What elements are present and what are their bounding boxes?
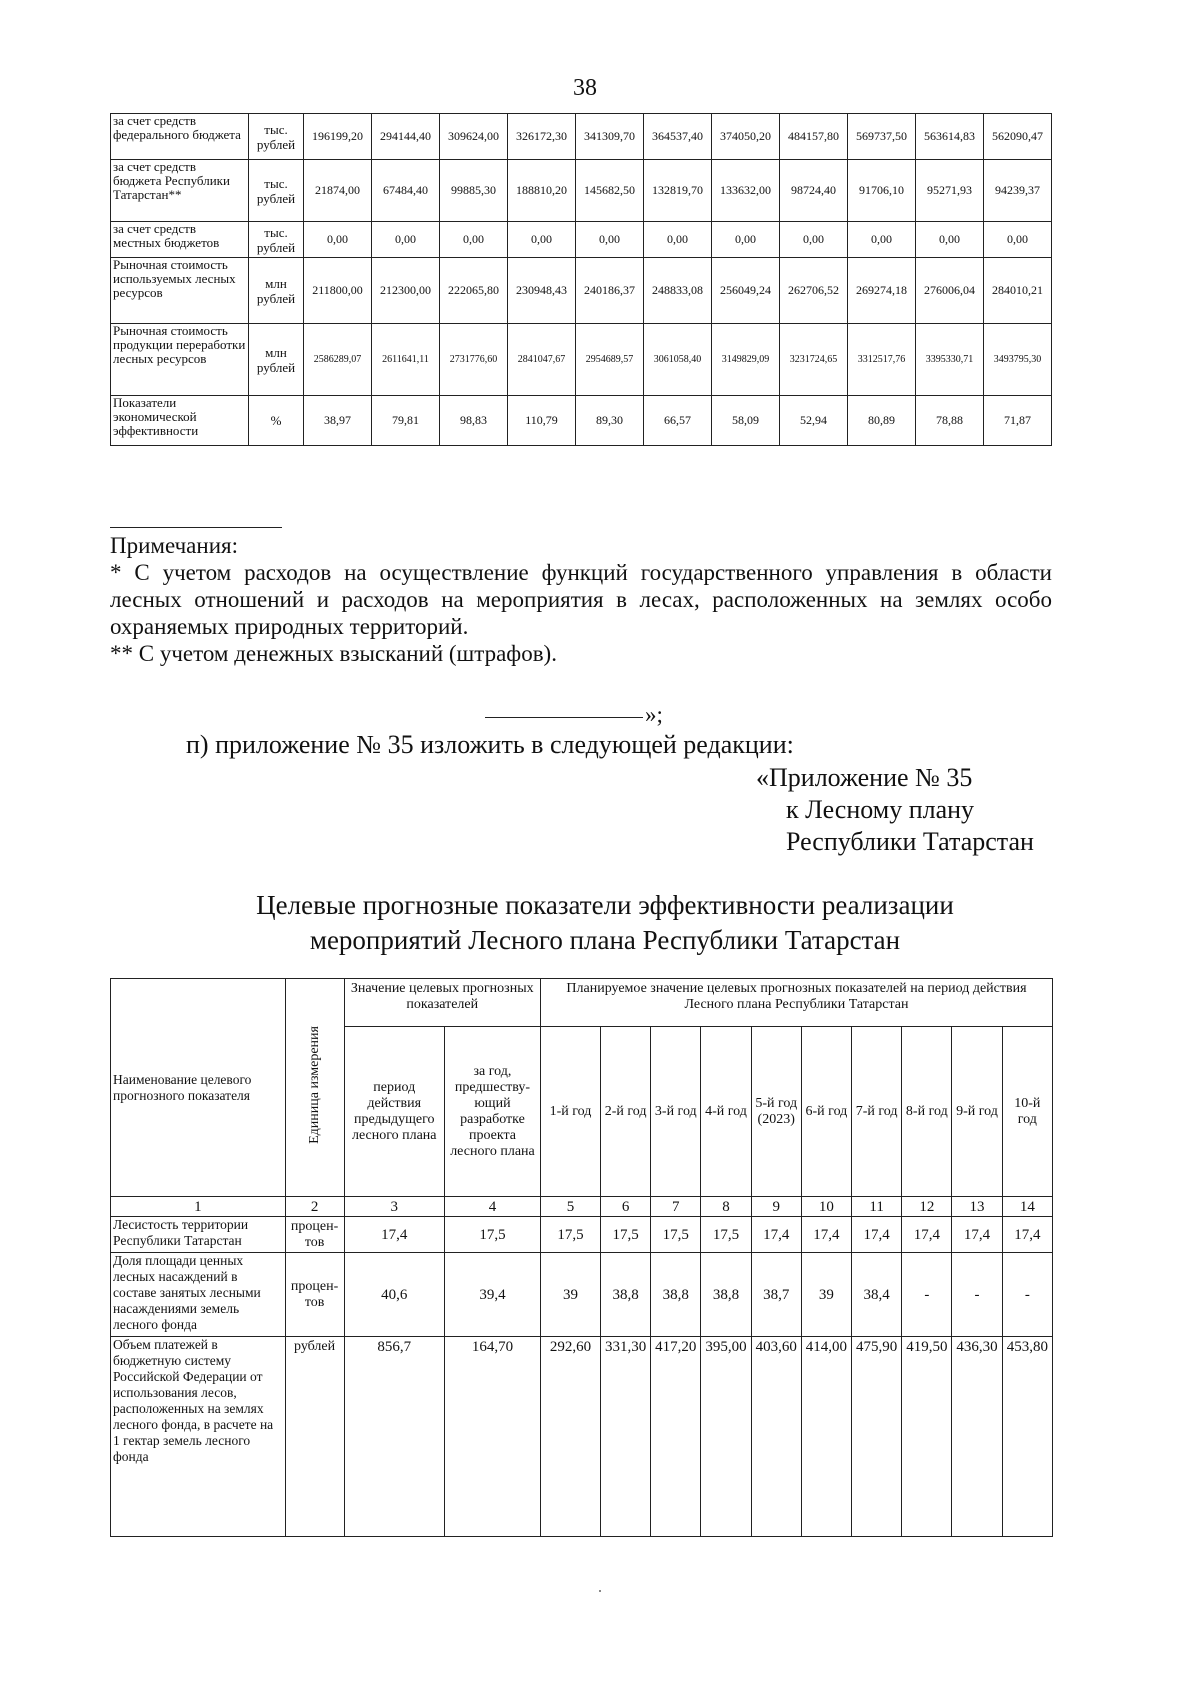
row-name: Доля площади ценных лесных насаждений в составе занятых лесными насаждениями земель лесного фонда [111, 1253, 286, 1337]
column-index: 14 [1002, 1197, 1052, 1217]
table-cell: 3149829,09 [712, 324, 780, 396]
table-cell: 0,00 [848, 222, 916, 258]
table-cell: - [902, 1253, 952, 1337]
table-cell: 309624,00 [440, 114, 508, 160]
table-cell: 17,4 [952, 1217, 1002, 1253]
appendix-line-2: к Лесному плану [786, 795, 975, 824]
table-cell: 0,00 [508, 222, 576, 258]
header-year-prev: за год, предшеству-ющий разработке проекта лесного плана [444, 1027, 540, 1197]
table-cell: 2586289,07 [304, 324, 372, 396]
table-cell: 374050,20 [712, 114, 780, 160]
close-quote [485, 702, 663, 728]
row-name: Рыночная стоимость используемых лесных ресурсов [111, 258, 249, 324]
table-cell: 91706,10 [848, 160, 916, 222]
table-cell: 196199,20 [304, 114, 372, 160]
table-cell: 67484,40 [372, 160, 440, 222]
table-cell: 212300,00 [372, 258, 440, 324]
table-cell: 17,4 [852, 1217, 902, 1253]
appendix-line-1: «Приложение № 35 [756, 763, 973, 792]
table-row [111, 160, 1052, 222]
table-cell: 58,09 [712, 396, 780, 446]
table-cell: 2731776,60 [440, 324, 508, 396]
row-name: за счет средств федерального бюджета [111, 114, 249, 160]
table-cell: 0,00 [712, 222, 780, 258]
table-cell: 2841047,67 [508, 324, 576, 396]
table-cell: 0,00 [916, 222, 984, 258]
table-cell: 248833,08 [644, 258, 712, 324]
row-name: Лесистость территории Республики Татарстан [111, 1217, 286, 1253]
table-cell: 0,00 [440, 222, 508, 258]
table-cell: 133632,00 [712, 160, 780, 222]
header-year: 1-й год [540, 1027, 600, 1197]
table-cell: 71,87 [984, 396, 1052, 446]
table-cell: 17,5 [540, 1217, 600, 1253]
table-cell: 0,00 [304, 222, 372, 258]
table-cell: 262706,52 [780, 258, 848, 324]
row-name: Показатели экономической эффективности [111, 396, 249, 446]
table-cell: 0,00 [780, 222, 848, 258]
close-quote-line [485, 717, 643, 718]
row-unit: процен-тов [285, 1217, 344, 1253]
table-cell: 395,00 [701, 1337, 751, 1537]
main-title-line-2: мероприятий Лесного плана Республики Татарстан [309, 925, 901, 955]
table-cell: 403,60 [751, 1337, 801, 1537]
table-cell: 0,00 [644, 222, 712, 258]
table-cell: 17,5 [651, 1217, 701, 1253]
table-cell: 326172,30 [508, 114, 576, 160]
column-index: 3 [344, 1197, 444, 1217]
table-cell: 39,4 [444, 1253, 540, 1337]
header-unit [285, 979, 344, 1197]
table-cell: 94239,37 [984, 160, 1052, 222]
table-cell: 17,4 [801, 1217, 851, 1253]
table-cell: 364537,40 [644, 114, 712, 160]
table-cell: 2954689,57 [576, 324, 644, 396]
table-cell: 3231724,65 [780, 324, 848, 396]
header-year: 2-й год [601, 1027, 651, 1197]
table-cell: 436,30 [952, 1337, 1002, 1537]
table-cell: 256049,24 [712, 258, 780, 324]
table-cell: 145682,50 [576, 160, 644, 222]
table-cell: 38,8 [651, 1253, 701, 1337]
header-year: 4-й год [701, 1027, 751, 1197]
column-index: 7 [651, 1197, 701, 1217]
table-cell: 269274,18 [848, 258, 916, 324]
table-cell: 211800,00 [304, 258, 372, 324]
table-cell: 2611641,11 [372, 324, 440, 396]
column-index: 5 [540, 1197, 600, 1217]
header-year: 7-й год [852, 1027, 902, 1197]
row-name: за счет средств местных бюджетов [111, 222, 249, 258]
column-index: 1 [111, 1197, 286, 1217]
table-cell: 562090,47 [984, 114, 1052, 160]
table-cell: 331,30 [601, 1337, 651, 1537]
column-index: 6 [601, 1197, 651, 1217]
table-cell: 95271,93 [916, 160, 984, 222]
table-cell: 17,4 [344, 1217, 444, 1253]
table-cell: 0,00 [984, 222, 1052, 258]
table-cell: 21874,00 [304, 160, 372, 222]
column-index: 8 [701, 1197, 751, 1217]
row-unit: тыс. рублей [249, 222, 304, 258]
table-cell: 3312517,76 [848, 324, 916, 396]
row-unit: процен-тов [285, 1253, 344, 1337]
table-row [111, 396, 1052, 446]
header-year: 3-й год [651, 1027, 701, 1197]
table-cell: 39 [801, 1253, 851, 1337]
indicators-table [110, 978, 1053, 1537]
table-cell: 0,00 [372, 222, 440, 258]
row-unit: млн рублей [249, 258, 304, 324]
table-cell: 17,5 [701, 1217, 751, 1253]
table-row [111, 222, 1052, 258]
table-cell: 98,83 [440, 396, 508, 446]
table-cell: 294144,40 [372, 114, 440, 160]
column-index: 11 [852, 1197, 902, 1217]
continuation-table [110, 113, 1052, 446]
row-unit: тыс. рублей [249, 114, 304, 160]
table-cell: 475,90 [852, 1337, 902, 1537]
table-row [111, 114, 1052, 160]
table-cell: 89,30 [576, 396, 644, 446]
table-row [111, 258, 1052, 324]
table-cell: 39 [540, 1253, 600, 1337]
header-period-prev: период действия предыдущего лесного плана [344, 1027, 444, 1197]
row-name: за счет средств бюджета Республики Татарстан** [111, 160, 249, 222]
table-cell: 17,4 [1002, 1217, 1052, 1253]
column-index: 9 [751, 1197, 801, 1217]
table-cell: 3493795,30 [984, 324, 1052, 396]
table-cell: 110,79 [508, 396, 576, 446]
table-cell: 284010,21 [984, 258, 1052, 324]
table-cell: 79,81 [372, 396, 440, 446]
column-index: 12 [902, 1197, 952, 1217]
table-cell: 3061058,40 [644, 324, 712, 396]
table-cell: 17,5 [601, 1217, 651, 1253]
table-cell: 38,8 [601, 1253, 651, 1337]
table-cell: 132819,70 [644, 160, 712, 222]
table-cell: 38,7 [751, 1253, 801, 1337]
item-p-text: п) приложение № 35 изложить в следующей редакции: [186, 730, 794, 759]
main-title [150, 888, 1060, 958]
table-cell: 52,94 [780, 396, 848, 446]
table-cell: 66,57 [644, 396, 712, 446]
table-cell: 40,6 [344, 1253, 444, 1337]
table-row [111, 1253, 1053, 1337]
header-unit-text: Единица измерения [306, 1026, 322, 1144]
row-unit: тыс. рублей [249, 160, 304, 222]
header-year: 10-й год [1002, 1027, 1052, 1197]
table-cell: 563614,83 [916, 114, 984, 160]
note-2: ** С учетом денежных взысканий (штрафов). [110, 641, 557, 666]
row-unit: % [249, 396, 304, 446]
table-row [111, 1337, 1053, 1537]
appendix-header [756, 762, 1034, 858]
column-index: 13 [952, 1197, 1002, 1217]
table-cell: 419,50 [902, 1337, 952, 1537]
table-cell: 0,00 [576, 222, 644, 258]
table-cell: 188810,20 [508, 160, 576, 222]
table-cell: 276006,04 [916, 258, 984, 324]
header-year: 8-й год [902, 1027, 952, 1197]
table-cell: 17,5 [444, 1217, 540, 1253]
table-cell: 414,00 [801, 1337, 851, 1537]
table-cell: 98724,40 [780, 160, 848, 222]
scan-speck [599, 1590, 601, 1592]
header-year: 9-й год [952, 1027, 1002, 1197]
table-cell: 341309,70 [576, 114, 644, 160]
table-cell: 484157,80 [780, 114, 848, 160]
table-cell: - [1002, 1253, 1052, 1337]
row-unit: рублей [285, 1337, 344, 1537]
table-cell: 230948,43 [508, 258, 576, 324]
table-cell: 38,97 [304, 396, 372, 446]
table-cell: 417,20 [651, 1337, 701, 1537]
header-values-group: Значение целевых прогнозных показателей [344, 979, 540, 1027]
row-name: Объем платежей в бюджетную систему Российской Федерации от использования лесов, расположенных на землях лесного фонда, в расчете на 1 гектар земель лесного фонда [111, 1337, 286, 1537]
column-index: 10 [801, 1197, 851, 1217]
column-index: 2 [285, 1197, 344, 1217]
table-cell: 17,4 [902, 1217, 952, 1253]
table-cell: 222065,80 [440, 258, 508, 324]
main-title-line-1: Целевые прогнозные показатели эффективности реализации [256, 890, 954, 920]
table-row [111, 324, 1052, 396]
header-year: 5-й год (2023) [751, 1027, 801, 1197]
row-unit: млн рублей [249, 324, 304, 396]
table-row [111, 1217, 1053, 1253]
table-cell: 17,4 [751, 1217, 801, 1253]
header-name: Наименование целевого прогнозного показателя [111, 979, 286, 1197]
table-cell: 38,8 [701, 1253, 751, 1337]
table-cell: 80,89 [848, 396, 916, 446]
notes-title: Примечания: [110, 533, 238, 558]
table-cell: - [952, 1253, 1002, 1337]
table-cell: 99885,30 [440, 160, 508, 222]
notes-block [110, 520, 1052, 667]
row-name: Рыночная стоимость продукции переработки лесных ресурсов [111, 324, 249, 396]
table-cell: 292,60 [540, 1337, 600, 1537]
page-number: 38 [573, 75, 597, 101]
table-cell: 38,4 [852, 1253, 902, 1337]
table-cell: 453,80 [1002, 1337, 1052, 1537]
table-cell: 856,7 [344, 1337, 444, 1537]
table-cell: 164,70 [444, 1337, 540, 1537]
appendix-line-3: Республики Татарстан [786, 827, 1034, 856]
close-quote-mark: »; [645, 702, 663, 727]
header-planned-group: Планируемое значение целевых прогнозных показателей на период действия Лесного плана Республики Татарстан [540, 979, 1052, 1027]
table-cell: 569737,50 [848, 114, 916, 160]
table-cell: 240186,37 [576, 258, 644, 324]
table-cell: 78,88 [916, 396, 984, 446]
table-cell: 3395330,71 [916, 324, 984, 396]
note-1: * С учетом расходов на осуществление функций государственного управления в области лесных отношений и расходов на мероприятия в лесах, расположенных на землях особо охраняемых природных территорий. [110, 560, 1052, 639]
column-index: 4 [444, 1197, 540, 1217]
header-year: 6-й год [801, 1027, 851, 1197]
